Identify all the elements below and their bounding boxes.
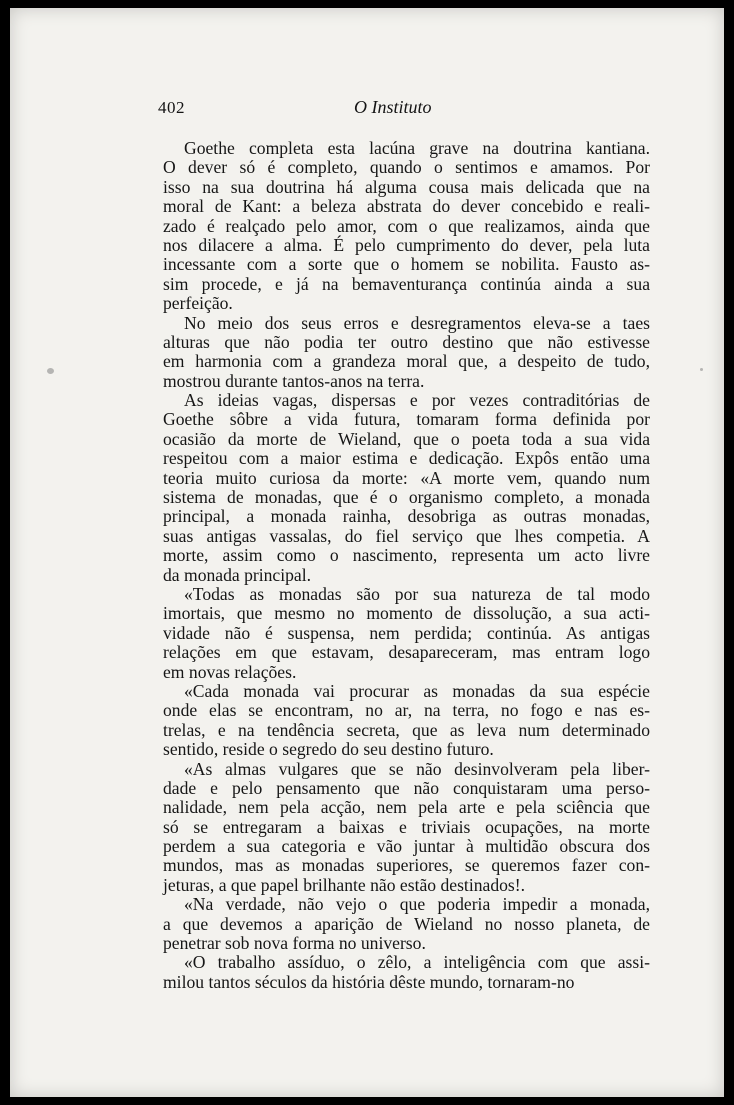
- text-line: principal, a monada rainha, desobriga as outras monadas,: [163, 506, 650, 527]
- text-line: em harmonia com a grandeza moral que, a despeito de tudo,: [163, 351, 650, 372]
- text-line: relações em que estavam, desapareceram, mas entram logo: [163, 642, 650, 663]
- text-line: ocasião da morte de Wieland, que o poeta toda a sua vida: [163, 428, 650, 449]
- text-line: «Todas as monadas são por sua natureza de tal modo: [184, 583, 650, 604]
- text-line: «Cada monada vai procurar as monadas da sua espécie: [184, 680, 650, 701]
- text-line: sentido, reside o segredo do seu destino futuro.: [163, 739, 494, 760]
- text-line: «O trabalho assíduo, o zêlo, a inteligência com que assi-: [184, 952, 650, 973]
- text-line: «As almas vulgares que se não desinvolveram pela liber-: [184, 758, 650, 779]
- text-line: imortais, que mesmo no momento de dissolução, a sua acti-: [163, 603, 650, 624]
- text-line: perfeição.: [163, 293, 233, 314]
- paragraph: [163, 139, 650, 314]
- text-line: nos dilacere a alma. É pelo cumprimento do dever, pela luta: [163, 234, 650, 255]
- text-line: nalidade, nem pela acção, nem pela arte e pela sciência que: [163, 797, 650, 818]
- text-line: teoria muito curiosa da morte: «A morte vem, quando num: [163, 467, 650, 488]
- text-line: sim procede, e já na bemaventurança continúa ainda a sua: [163, 273, 650, 294]
- text-line: alturas que não podia ter outro destino que não estivesse: [163, 331, 650, 352]
- text-line: jeturas, a que papel brilhante não estão destinados!.: [163, 874, 526, 895]
- text-line: suas antigas vassalas, do fiel serviço que lhes competia. A: [163, 525, 650, 546]
- text-line: só se entregaram a baixas e triviais ocupações, na morte: [163, 816, 650, 837]
- text-line: penetrar sob nova forma no universo.: [163, 933, 426, 954]
- text-line: O dever só é completo, quando o sentimos e amamos. Por: [163, 157, 650, 178]
- text-line: mundos, mas as monadas superiores, se queremos fazer con-: [163, 855, 650, 876]
- paragraph: [163, 682, 650, 760]
- text-line: mostrou durante tantos-anos na terra.: [163, 370, 425, 391]
- text-line: perdem a sua categoria e vão juntar à multidão obscura dos: [163, 836, 650, 857]
- body-text: [163, 139, 650, 992]
- text-line: Goethe sôbre a vida futura, tomaram forma definida por: [163, 409, 650, 430]
- paragraph: [163, 391, 650, 585]
- paragraph: [163, 760, 650, 896]
- text-line: em novas relações.: [163, 661, 297, 682]
- text-line: incessante com a sorte que o homem se nobilita. Fausto as-: [163, 254, 650, 275]
- text-line: da monada principal.: [163, 564, 312, 585]
- text-line: respeitou com a maior estima e dedicação. Expôs então uma: [163, 448, 650, 469]
- text-line: zado é realçado pelo amor, com o que realizamos, ainda que: [163, 215, 650, 236]
- text-line: milou tantos séculos da história dêste mundo, tornaram-no: [163, 971, 575, 992]
- text-line: As ideias vagas, dispersas e por vezes contraditórias de: [184, 390, 650, 411]
- running-title: O Instituto: [354, 97, 432, 117]
- paragraph: [163, 314, 650, 392]
- paragraph: [163, 585, 650, 682]
- page-number: 402: [158, 98, 185, 117]
- text-line: Goethe completa esta lacúna grave na doutrina kantiana.: [184, 138, 650, 158]
- text-line: isso na sua doutrina há alguma cousa mais delicada que na: [163, 176, 650, 197]
- text-line: sistema de monadas, que é o organismo completo, a monada: [163, 487, 650, 508]
- scanned-page: [10, 8, 724, 1097]
- scan-speck: [47, 368, 54, 374]
- page-header: [158, 94, 650, 122]
- text-line: «Na verdade, não vejo o que poderia impedir a monada,: [184, 894, 650, 915]
- paragraph: [163, 953, 650, 992]
- text-line: moral de Kant: a beleza abstrata do dever concebido e reali-: [163, 196, 650, 217]
- paragraph: [163, 895, 650, 953]
- text-line: trelas, e na tendência secreta, que as leva num determinado: [163, 719, 650, 740]
- text-line: vidade não é suspensa, nem perdida; continúa. As antigas: [163, 622, 650, 643]
- text-line: dade e pelo pensamento que não conquistaram uma perso-: [163, 777, 650, 798]
- text-line: onde elas se encontram, no ar, na terra, no fogo e nas es-: [163, 700, 650, 721]
- text-line: a que devemos a aparição de Wieland no nosso planeta, de: [163, 913, 650, 934]
- text-line: No meio dos seus erros e desregramentos eleva-se a taes: [184, 312, 650, 333]
- scan-speck: [700, 368, 703, 371]
- text-line: morte, assim como o nascimento, representa um acto livre: [163, 545, 650, 566]
